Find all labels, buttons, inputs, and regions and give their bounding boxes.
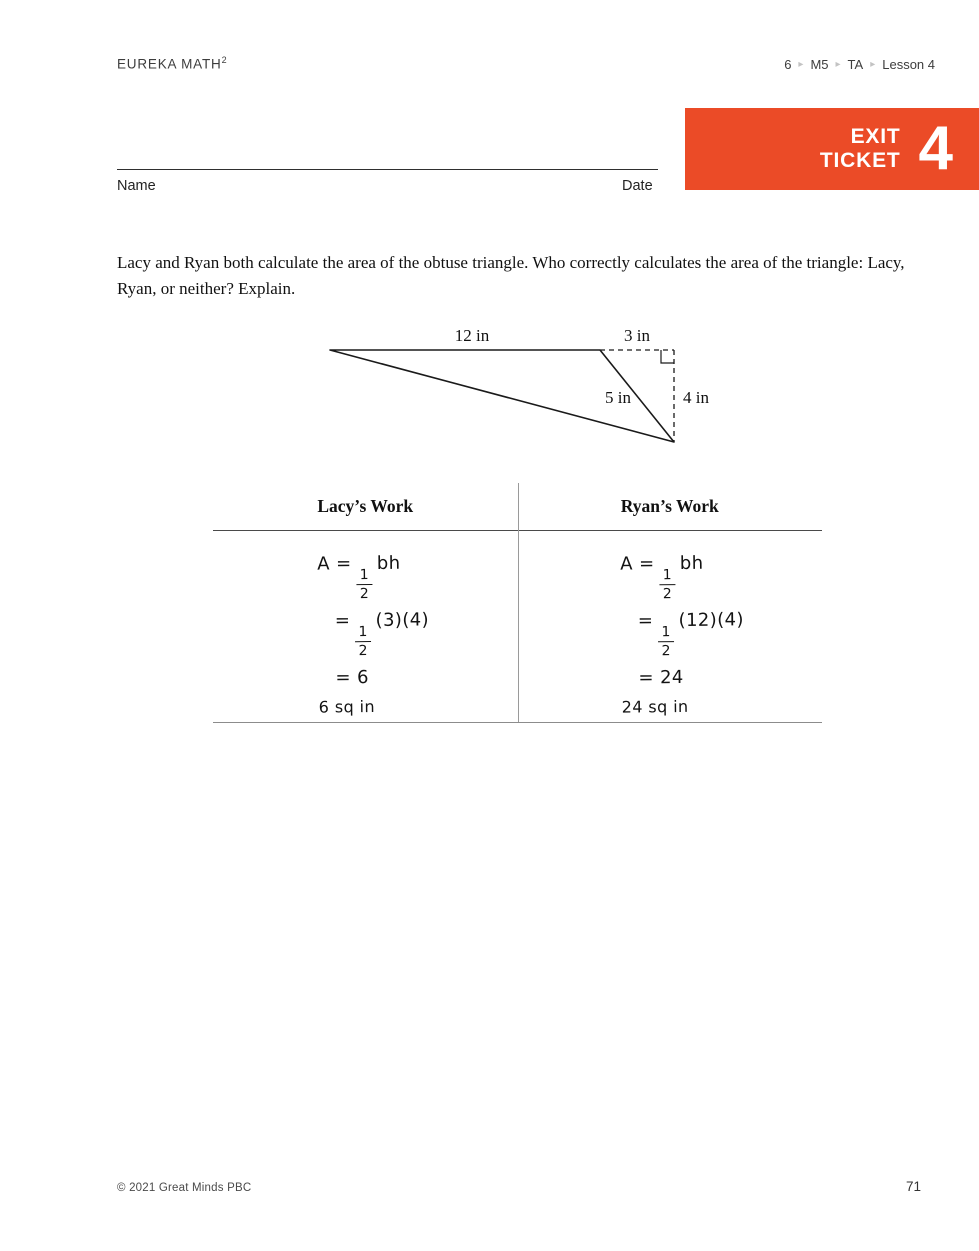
ryan-substitution-line	[638, 609, 745, 658]
fraction-numerator: 1	[658, 625, 673, 642]
work-table	[213, 483, 822, 723]
height-length-label: 4 in	[683, 388, 709, 407]
breadcrumb-separator-icon: ▸	[798, 59, 804, 70]
fraction-denominator: 2	[662, 586, 673, 603]
fraction-denominator: 2	[359, 586, 370, 603]
lacy-formula-line	[317, 552, 429, 601]
ryan-formula-lhs: A =	[620, 553, 655, 575]
base-length-label: 12 in	[454, 326, 490, 345]
breadcrumb-item-module: M5	[810, 57, 829, 72]
fraction-one-half	[660, 568, 676, 601]
exit-ticket-label-line1: EXIT	[850, 124, 901, 148]
ryan-result-line: = 24	[638, 666, 684, 689]
ryan-substitution-rhs: (12)(4)	[678, 609, 744, 632]
brand-text: EUREKA MATH	[117, 56, 222, 72]
copyright-notice: © 2021 Great Minds PBC	[117, 1182, 252, 1194]
fraction-denominator: 2	[358, 643, 369, 660]
lacy-result-line: = 6	[335, 667, 369, 689]
lacy-answer-line: 6 sq in	[318, 696, 376, 717]
fraction-numerator: 1	[660, 568, 675, 585]
breadcrumb-separator-icon: ▸	[870, 59, 876, 70]
exit-ticket-label-line2: TICKET	[819, 149, 901, 172]
lacy-substitution-rhs: (3)(4)	[375, 609, 430, 631]
column-header-ryan: Ryan’s Work	[620, 496, 719, 516]
triangle-diagram	[300, 312, 730, 462]
breadcrumb-item-topic: TA	[847, 57, 864, 72]
fraction-one-half	[357, 568, 373, 601]
exit-ticket-label	[820, 125, 901, 173]
ryan-formula-line	[620, 552, 744, 601]
breadcrumb-item-lesson: Lesson 4	[882, 57, 935, 72]
fraction-one-half	[658, 625, 674, 658]
date-label: Date	[622, 178, 653, 194]
right-angle-marker-icon	[661, 350, 674, 363]
ryan-formula-rhs: bh	[679, 552, 704, 575]
name-date-line[interactable]	[117, 169, 658, 170]
lacy-formula-rhs: bh	[376, 552, 401, 574]
fraction-denominator: 2	[661, 643, 672, 660]
name-label: Name	[117, 178, 156, 194]
exit-ticket-number: 4	[918, 114, 953, 183]
problem-text: Lacy and Ryan both calculate the area of the obtuse triangle. Who correctly calculates the area of the triangle: Lacy, Ryan, or neither? Explain.	[117, 253, 905, 298]
exit-ticket-box	[685, 108, 979, 190]
ryan-answer-line: 24 sq in	[621, 696, 689, 717]
ryan-substitution-eq: =	[637, 610, 654, 632]
fraction-one-half	[355, 625, 371, 658]
fraction-numerator: 1	[355, 625, 370, 642]
lacy-work-block	[317, 552, 430, 725]
ryan-work-block	[620, 552, 745, 725]
lacy-substitution-line	[335, 609, 430, 658]
lacy-substitution-eq: =	[334, 610, 351, 632]
extension-length-label: 3 in	[624, 326, 650, 345]
breadcrumb-item-grade: 6	[784, 57, 792, 72]
lacy-formula-lhs: A =	[317, 553, 352, 575]
page-number: 71	[905, 1179, 921, 1194]
breadcrumb-separator-icon: ▸	[835, 59, 841, 70]
column-header-lacy: Lacy’s Work	[317, 496, 414, 516]
breadcrumb	[784, 57, 935, 72]
fraction-numerator: 1	[357, 568, 372, 585]
side-length-label: 5 in	[605, 388, 631, 407]
brand-logo	[117, 55, 227, 72]
brand-superscript: 2	[221, 55, 228, 65]
table-column-divider	[518, 483, 519, 722]
